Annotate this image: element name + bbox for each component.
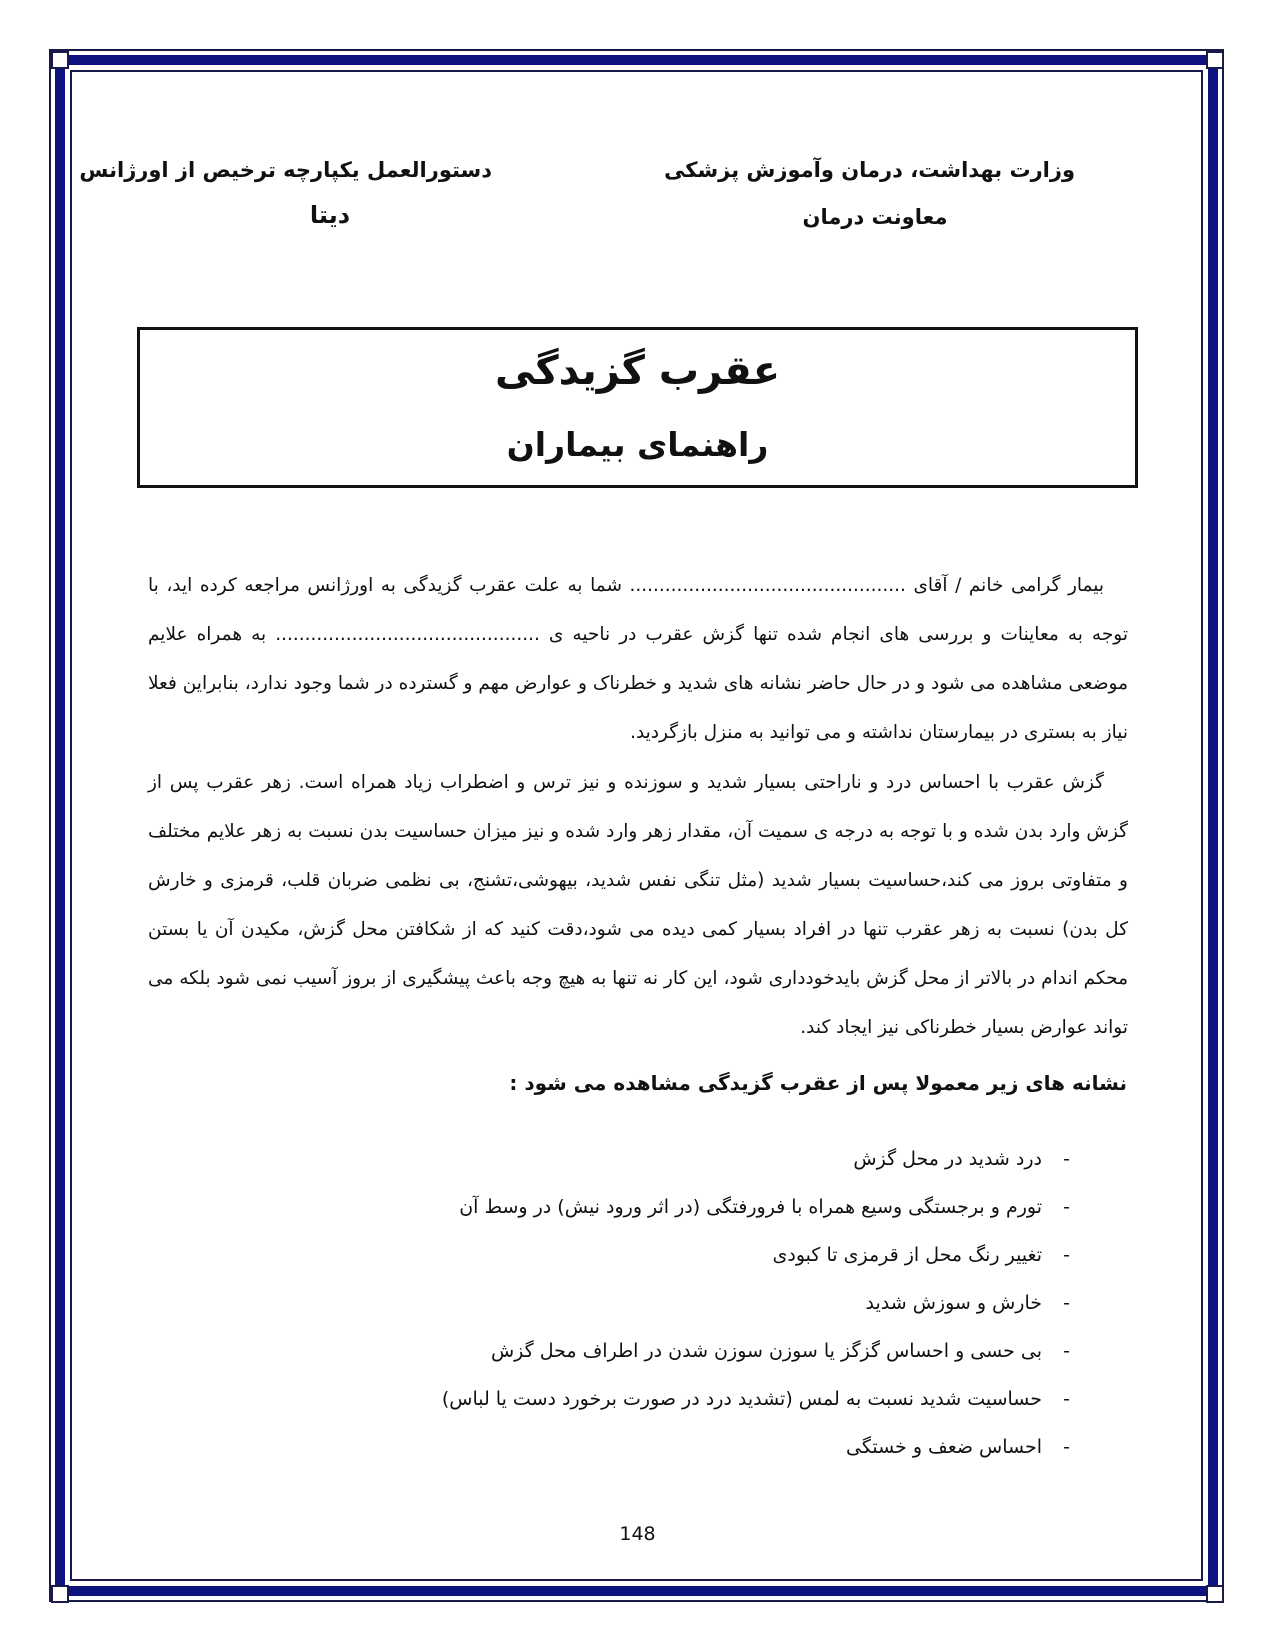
list-bullet: - [1063,1244,1070,1266]
list-item-text: حساسیت شدید نسبت به لمس (تشدید درد در صورت برخورد دست یا لباس) [441,1388,1042,1410]
list-item [370,1183,1070,1231]
list-item [370,1327,1070,1375]
intro-paragraph: بیمار گرامی خانم / آقای ............................................... شما به علت عقرب گزیدگی به اورژانس مراجعه کرده اید، با توجه به معاینات و بررسی های انجام شده تنها گزش عقرب در ناحیه ی ............................................. به همراه علایم موضعی مشاهده می شود و در حال حاضر نشانه های شدید و خطرناک و عوارض مهم و گسترده در شما وجود ندارد، بنابراین فعلا نیاز به بستری در بیمارستان نداشته و می توانید به منزل بازگردید. [148,575,1128,743]
border-corner-ornament [1206,51,1224,69]
list-item [370,1231,1070,1279]
title-box [137,327,1138,488]
border-corner-ornament [51,51,69,69]
list-item-text: احساس ضعف و خستگی [846,1436,1042,1458]
protocol-title: دستورالعمل یکپارچه ترخیص از اورژانس [79,158,492,182]
list-bullet: - [1063,1148,1070,1170]
signs-heading: نشانه های زیر معمولا پس از عقرب گزیدگی مشاهده می شود : [509,1071,1127,1095]
list-bullet: - [1063,1196,1070,1218]
info-paragraph: گزش عقرب با احساس درد و ناراحتی بسیار شدید و سوزنده و نیز ترس و اضطراب زیاد همراه است. زهر عقرب پس از گزش وارد بدن شده و با توجه به درجه ی سمیت آن، مقدار زهر وارد شده و نیز میزان حساسیت بدن نسبت به زهر علایم مختلف و متفاوتی بروز می کند،حساسیت بسیار شدید (مثل تنگی نفس شدید، بیهوشی،تشنج، بی نظمی ضربان قلب، قرمزی و خارش کل بدن) نسبت به زهر عقرب تنها در افراد بسیار کمی دیده می شود،دقت کنید که از شکافتن محل گزش، مکیدن آن یا بستن محکم اندام در بالاتر از محل گزش بایدخودداری شود، این کار نه تنها به هیچ وجه باعث پیشگیری از بروز آسیب نمی شود بلکه می تواند عوارض بسیار خطرناکی نیز ایجاد کند. [148,772,1128,1038]
ministry-name: وزارت بهداشت، درمان وآموزش پزشکی [664,158,1075,182]
list-item-text: تغییر رنگ محل از قرمزی تا کبودی [772,1244,1042,1266]
list-item [370,1423,1070,1471]
list-bullet: - [1063,1388,1070,1410]
list-item-text: بی حسی و احساس گزگز یا سوزن سوزن شدن در اطراف محل گزش [490,1340,1042,1362]
border-corner-ornament [1206,1585,1224,1603]
border-corner-ornament [51,1585,69,1603]
list-item-text: خارش و سوزش شدید [865,1292,1042,1314]
page-subtitle: راهنمای بیماران [506,425,769,464]
deputy-name: معاونت درمان [802,205,948,229]
list-bullet: - [1063,1292,1070,1314]
list-bullet: - [1063,1436,1070,1458]
list-item [370,1375,1070,1423]
list-item-text: درد شدید در محل گزش [853,1148,1042,1170]
list-item [370,1135,1070,1183]
page-title: عقرب گزیدگی [494,348,781,394]
page-number: 148 [619,1523,656,1545]
list-item-text: تورم و برجستگی وسیع همراه با فرورفتگی (در اثر ورود نیش) در وسط آن [459,1196,1042,1218]
list-item [370,1279,1070,1327]
signs-list [370,1135,1070,1471]
program-name: دیتا [309,201,351,229]
list-bullet: - [1063,1340,1070,1362]
